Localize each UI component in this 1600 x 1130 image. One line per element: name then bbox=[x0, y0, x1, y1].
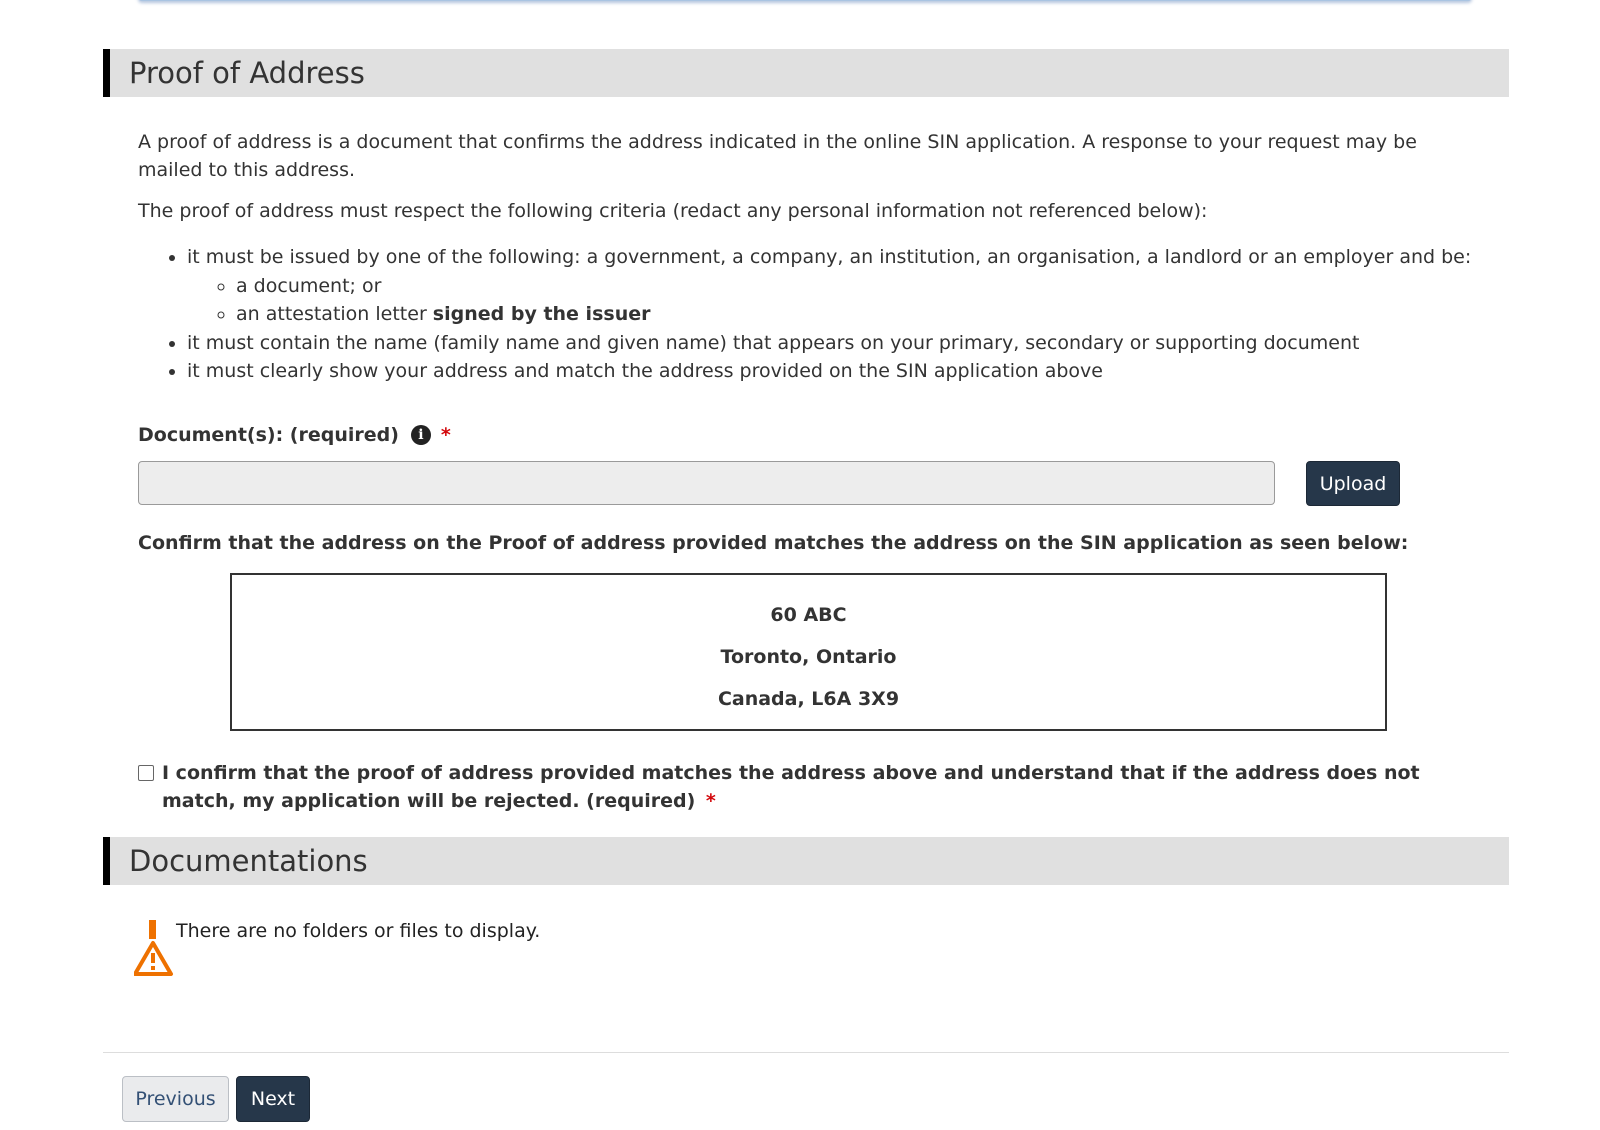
confirm-checkbox-text: I confirm that the proof of address provided matches the address above and understand that if the address does not match, my application will be rejected. (required) bbox=[162, 762, 1420, 812]
upload-button[interactable]: Upload bbox=[1306, 461, 1400, 506]
next-button[interactable]: Next bbox=[236, 1076, 310, 1122]
list-item bbox=[187, 243, 1547, 329]
intro-paragraph: A proof of address is a document that confirms the address indicated in the online SIN application. A response to your request may be mailed to this address. bbox=[138, 131, 1417, 181]
required-asterisk: * bbox=[440, 424, 451, 446]
sub-criteria-text: an attestation letter bbox=[236, 303, 433, 325]
address-line-2: Toronto, Ontario bbox=[720, 646, 897, 668]
list-item: • it must clearly show your address and match the address provided on the SIN application above bbox=[187, 357, 1547, 386]
list-item: ◦ a document; or bbox=[236, 272, 1547, 301]
empty-files-message: There are no folders or files to display. bbox=[176, 920, 541, 942]
sub-criteria-emphasis: signed by the issuer bbox=[432, 303, 651, 325]
sub-criteria-list bbox=[187, 272, 1547, 329]
info-circle-icon[interactable]: i bbox=[411, 425, 431, 445]
criteria-text: it must be issued by one of the following: a government, a company, an institution, an organisation, a landlord or an employer and be: bbox=[187, 246, 1472, 268]
documentations-header bbox=[103, 837, 1509, 885]
proof-of-address-header bbox=[103, 49, 1509, 97]
footer-divider bbox=[103, 1052, 1509, 1053]
address-display-box bbox=[230, 573, 1387, 731]
top-panel-border bbox=[138, 0, 1472, 1]
list-item bbox=[236, 300, 1547, 329]
criteria-intro: The proof of address must respect the following criteria (redact any personal information not referenced below): bbox=[138, 200, 1208, 222]
previous-button[interactable]: Previous bbox=[122, 1076, 229, 1122]
address-line-3: Canada, L6A 3X9 bbox=[717, 688, 900, 710]
list-item: • it must contain the name (family name and given name) that appears on your primary, secondary or supporting document bbox=[187, 329, 1547, 358]
section-title: Documentations bbox=[129, 844, 368, 878]
confirm-address-heading: Confirm that the address on the Proof of address provided matches the address on the SIN application as seen below: bbox=[138, 532, 1409, 554]
criteria-list bbox=[138, 243, 1547, 386]
warning-triangle-icon bbox=[134, 920, 174, 976]
confirm-address-checkbox[interactable] bbox=[138, 765, 154, 781]
documents-file-input[interactable] bbox=[138, 461, 1275, 505]
required-asterisk: * bbox=[705, 790, 716, 812]
documents-field-label bbox=[138, 424, 451, 446]
documents-label-text: Document(s): (required) bbox=[138, 424, 399, 446]
confirm-checkbox-label[interactable] bbox=[162, 759, 1432, 815]
address-line-1: 60 ABC bbox=[770, 604, 847, 626]
section-title: Proof of Address bbox=[129, 56, 365, 90]
